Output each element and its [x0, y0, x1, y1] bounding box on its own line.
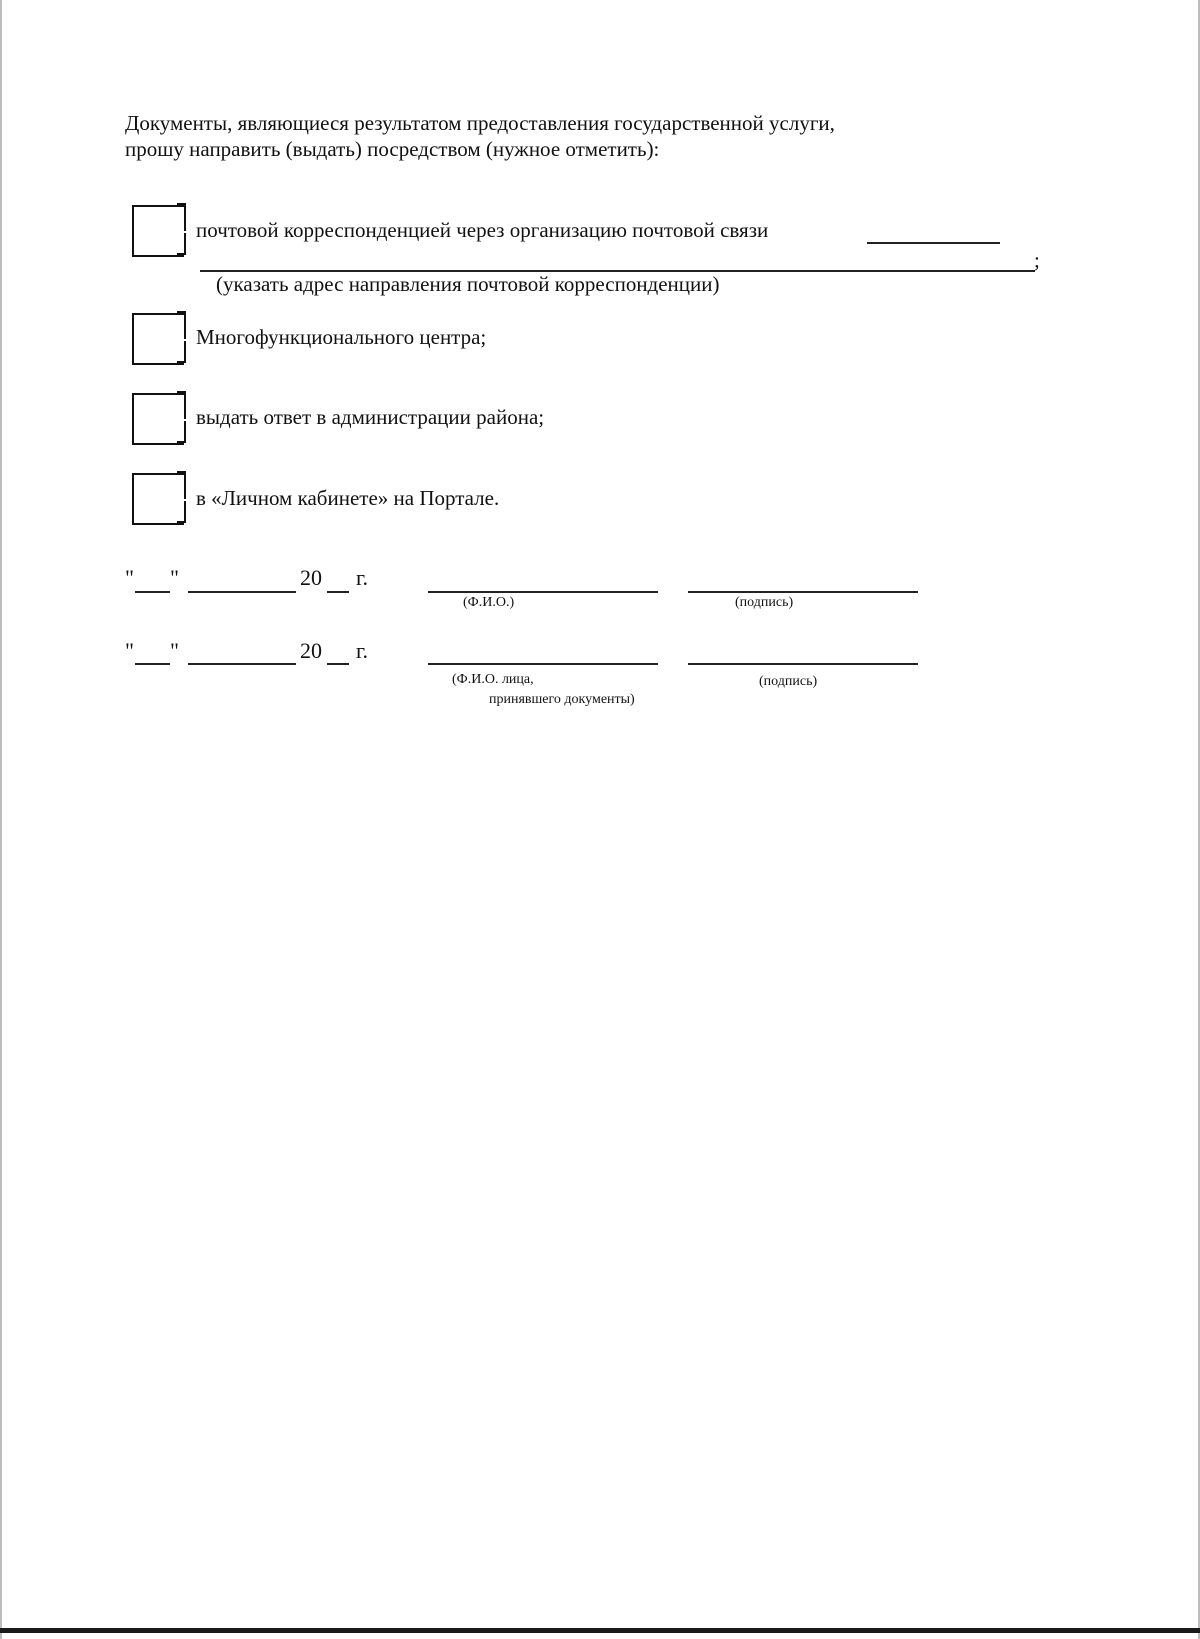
date2-year-suffix: г. — [356, 638, 369, 663]
date-day-field[interactable] — [135, 591, 170, 593]
date2-year-field[interactable] — [327, 663, 349, 665]
date-year-field[interactable] — [327, 591, 349, 593]
receiver-signature-field[interactable] — [688, 663, 918, 665]
date-quote-close: " — [170, 565, 179, 590]
date-month-field[interactable] — [188, 591, 296, 593]
date2-month-field[interactable] — [188, 663, 296, 665]
intro-line-2: прошу направить (выдать) посредством (нужное отметить): — [125, 137, 660, 161]
postal-end-mark: ; — [1034, 248, 1040, 272]
applicant-name-caption: (Ф.И.О.) — [463, 595, 515, 610]
applicant-signature-field[interactable] — [688, 591, 918, 593]
option-postal-label: почтовой корреспонденцией через организацию почтовой связи — [196, 218, 769, 242]
checkbox-cabinet[interactable] — [132, 471, 184, 523]
checkbox-admin[interactable] — [132, 391, 184, 443]
applicant-signature-caption: (подпись) — [735, 595, 794, 610]
postal-address-hint: (указать адрес направления почтовой корреспонденции) — [216, 272, 720, 296]
date2-year-prefix: 20 — [300, 638, 322, 663]
checkbox-postal[interactable] — [132, 203, 184, 255]
date2-day-field[interactable] — [135, 663, 170, 665]
date-year-suffix: г. — [356, 565, 369, 590]
option-cabinet-label: в «Личном кабинете» на Портале. — [196, 486, 500, 510]
applicant-name-field[interactable] — [428, 591, 658, 593]
date-quote-open: " — [125, 565, 134, 590]
receiver-name-field[interactable] — [428, 663, 658, 665]
checkbox-mfc[interactable] — [132, 311, 184, 363]
receiver-name-caption-1: (Ф.И.О. лица, — [452, 672, 534, 687]
date2-quote-open: " — [125, 638, 134, 663]
receiver-signature-caption: (подпись) — [759, 674, 818, 689]
option-admin-label: выдать ответ в администрации района; — [196, 405, 545, 429]
scan-bottom-edge — [0, 1628, 1200, 1633]
receiver-name-caption-2: принявшего документы) — [489, 692, 635, 707]
postal-address-field-1[interactable] — [867, 242, 1000, 244]
scan-left-edge — [0, 0, 2, 1639]
date2-quote-close: " — [170, 638, 179, 663]
option-mfc-label: Многофункционального центра; — [196, 325, 487, 349]
intro-line-1: Документы, являющиеся результатом предоставления государственной услуги, — [125, 111, 835, 135]
date-year-prefix: 20 — [300, 565, 322, 590]
